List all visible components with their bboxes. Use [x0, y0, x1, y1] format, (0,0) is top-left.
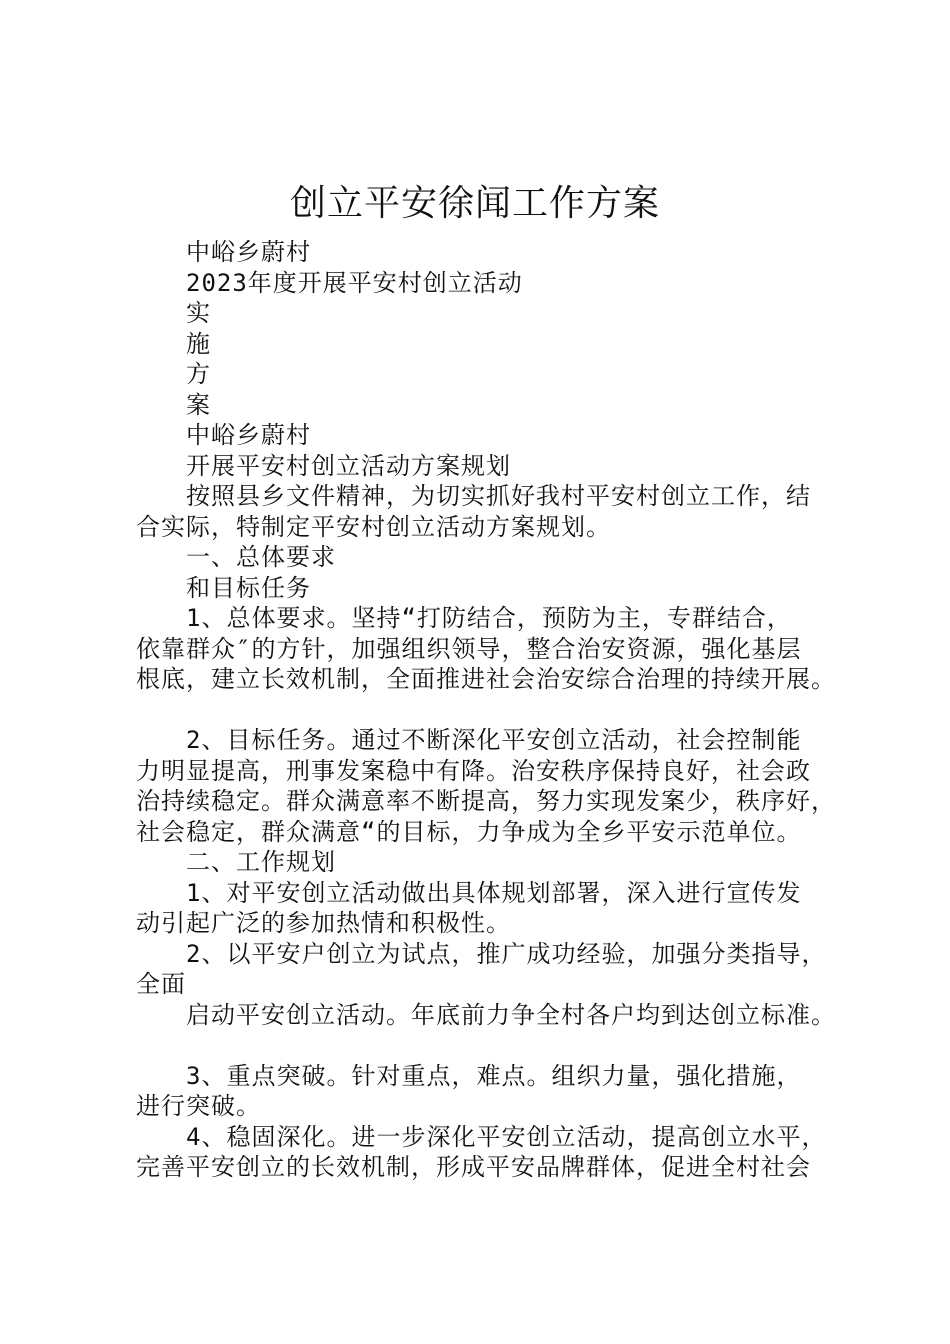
text-line: 完善平安创立的长效机制，形成平安品牌群体，促进全村社会 — [136, 1153, 811, 1181]
text-line: 施 — [186, 329, 211, 358]
text-line: 按照县乡文件精神，为切实抓好我村平安村创立工作，结 — [186, 482, 811, 510]
text-line: 2023年度开展平安村创立活动 — [186, 268, 523, 297]
text-line: 1、对平安创立活动做出具体规划部署，深入进行宣传发 — [186, 878, 802, 907]
text-line: 1、总体要求。坚持“打防结合，预防为主，专群结合， — [186, 604, 792, 632]
text-line: 力明显提高，刑事发案稳中有降。治安秩序保持良好，社会政 — [136, 756, 811, 785]
text-line: 实 — [186, 299, 211, 327]
text-line: 开展平安村创立活动方案规划 — [186, 451, 511, 480]
text-line: 中峪乡蔚村 — [186, 421, 311, 449]
text-line: 3、重点突破。针对重点，难点。组织力量，强化措施， — [186, 1061, 802, 1090]
text-line: 案 — [186, 390, 211, 419]
document-title: 创立平安徐闻工作方案 — [289, 183, 660, 224]
text-line: 全面 — [136, 970, 186, 998]
text-line: 动引起广泛的参加热情和积极性。 — [136, 909, 511, 937]
text-line: 方 — [186, 360, 211, 388]
text-line: 启动平安创立活动。年底前力争全村各户均到达创立标准。 — [186, 1000, 836, 1029]
section-heading: 和目标任务 — [186, 573, 311, 602]
section-heading: 一、总体要求 — [186, 543, 336, 571]
text-line: 进行突破。 — [136, 1092, 261, 1120]
section-heading: 二、工作规划 — [186, 848, 336, 876]
text-line: 治持续稳定。群众满意率不断提高，努力实现发案少，秩序好， — [136, 787, 836, 815]
text-line: 4、稳固深化。进一步深化平安创立活动，提高创立水平， — [186, 1122, 827, 1151]
text-line: 2、以平安户创立为试点，推广成功经验，加强分类指导， — [186, 939, 827, 968]
document-body — [136, 237, 846, 1183]
text-line: 社会稳定，群众满意“的目标，力争成为全乡平安示范单位。 — [136, 817, 802, 846]
text-line: 中峪乡蔚村 — [186, 238, 311, 266]
blank-line — [136, 1030, 846, 1061]
blank-line — [136, 695, 846, 726]
text-line: 合实际，特制定平安村创立活动方案规划。 — [136, 512, 611, 541]
text-line: 根底，建立长效机制，全面推进社会治安综合治理的持续开展。 — [136, 665, 836, 693]
text-line: 依靠群众″的方针，加强组织领导，整合治安资源，强化基层 — [136, 634, 802, 663]
text-line: 2、目标任务。通过不断深化平安创立活动，社会控制能 — [186, 726, 802, 754]
